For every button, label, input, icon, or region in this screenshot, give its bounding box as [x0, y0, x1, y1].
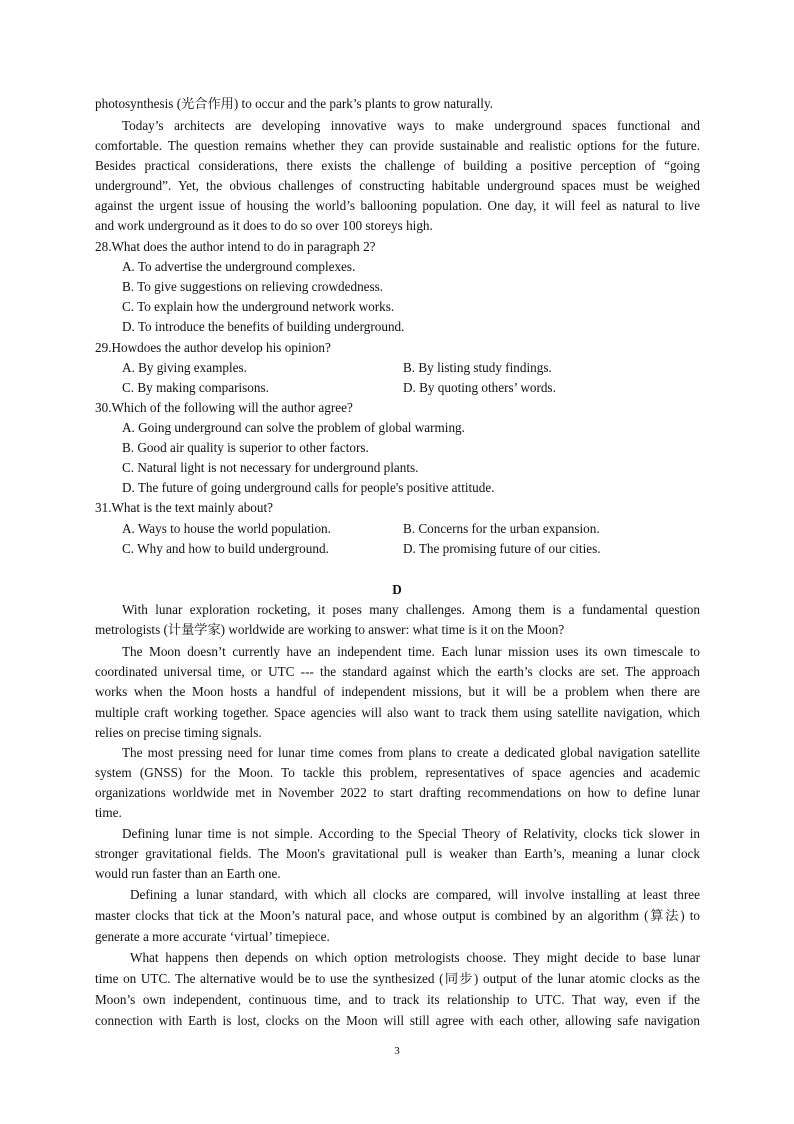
question-30-option-a: A. Going underground can solve the problem of global warming. — [122, 420, 465, 435]
passage-c-para2-line: Besides practical considerations, there exists the challenge of building a positive perception of “going — [95, 158, 700, 173]
question-28-option-d: D. To introduce the benefits of building underground. — [122, 319, 405, 334]
question-30-option-c: C. Natural light is not necessary for underground plants. — [122, 460, 419, 475]
passage-c-para2-line: against the urgent issue of housing the world’s ballooning population. One day, it will feel as natural to live — [95, 198, 700, 213]
question-29-option-b: B. By listing study findings. — [403, 360, 552, 375]
question-31-stem: 31.What is the text mainly about? — [95, 500, 273, 515]
passage-d-p3-line: system (GNSS) for the Moon. To tackle this problem, representatives of space agencies and academic — [95, 765, 700, 780]
question-29-option-c: C. By making comparisons. — [122, 380, 269, 395]
question-30-option-d: D. The future of going underground calls for people's positive attitude. — [122, 480, 495, 495]
passage-d-p3-line: organizations worldwide met in November 2022 to start drafting recommendations on how to define lunar — [95, 785, 700, 800]
passage-d-p6-line: Moon’s own independent, continuous time, and to track its relationship to UTC. That way, even if the — [95, 992, 700, 1007]
question-30-option-b: B. Good air quality is superior to other factors. — [122, 440, 369, 455]
passage-d-p2-line: works when the Moon hosts a handful of independent missions, but it will be a problem when there are — [95, 684, 700, 699]
passage-d-p2-line: coordinated universal time, or UTC --- the standard against which the earth’s clocks are set. The approach — [95, 664, 700, 679]
passage-c-para2-line: comfortable. The question remains whether they can provide sustainable and realistic options for the future. — [95, 138, 700, 153]
question-31-option-b: B. Concerns for the urban expansion. — [403, 521, 600, 536]
passage-d-p3-line: time. — [95, 805, 122, 820]
question-31-option-d: D. The promising future of our cities. — [403, 541, 601, 556]
passage-d-p1-line: With lunar exploration rocketing, it poses many challenges. Among them is a fundamental question — [122, 602, 700, 617]
passage-d-p5-line: master clocks that tick at the Moon’s natural pace, and whose output is combined by an algorithm (算法) to — [95, 908, 700, 923]
passage-d-p6-line: connection with Earth is lost, clocks on the Moon will still agree with each other, allowing safe navigation — [95, 1013, 700, 1028]
question-29-stem: 29.Howdoes the author develop his opinion? — [95, 340, 331, 355]
question-28-option-b: B. To give suggestions on relieving crowdedness. — [122, 279, 384, 294]
passage-d-p6-line: What happens then depends on which option metrologists choose. They might decide to base lunar — [130, 950, 700, 965]
passage-d-p4-line: Defining lunar time is not simple. According to the Special Theory of Relativity, clocks tick slower in — [122, 826, 700, 841]
passage-c-para2-line: underground”. Yet, the obvious challenges of constructing habitable underground spaces must be weighed — [95, 178, 700, 193]
section-heading-d: D — [392, 582, 402, 597]
passage-d-p4-line: stronger gravitational fields. The Moon's gravitational pull is weaker than Earth’s, meaning a lunar clock — [95, 846, 700, 861]
question-31-option-a: A. Ways to house the world population. — [122, 521, 331, 536]
question-31-option-c: C. Why and how to build underground. — [122, 541, 329, 556]
passage-c-para2-line: Today’s architects are developing innovative ways to make underground spaces functional and — [122, 118, 700, 133]
passage-d-p5-line: Defining a lunar standard, with which all clocks are compared, will involve installing at least three — [130, 887, 700, 902]
passage-d-p2-line: relies on precise timing signals. — [95, 725, 262, 740]
passage-d-p2-line: multiple craft working together. Space agencies will also want to track them using satellite navigation, which — [95, 705, 700, 720]
passage-d-p1-line: metrologists (计量学家) worldwide are working to answer: what time is it on the Moon? — [95, 622, 565, 637]
question-28-stem: 28.What does the author intend to do in paragraph 2? — [95, 239, 376, 254]
passage-c-tail-line: photosynthesis (光合作用) to occur and the park’s plants to grow naturally. — [95, 96, 493, 111]
passage-d-p6-line: time on UTC. The alternative would be to use the synthesized (同步) output of the lunar atomic clocks as the — [95, 971, 700, 986]
passage-c-para2-line: and work underground as it does to do so over 100 storeys high. — [95, 218, 433, 233]
passage-d-p2-line: The Moon doesn’t currently have an independent time. Each lunar mission uses its own timescale to — [122, 644, 700, 659]
passage-d-p4-line: would run faster than an Earth one. — [95, 866, 281, 881]
question-29-option-d: D. By quoting others’ words. — [403, 380, 556, 395]
passage-d-p5-line: generate a more accurate ‘virtual’ timepiece. — [95, 929, 330, 944]
question-30-stem: 30.Which of the following will the author agree? — [95, 400, 353, 415]
page-number: 3 — [394, 1045, 400, 1057]
question-29-option-a: A. By giving examples. — [122, 360, 247, 375]
question-28-option-c: C. To explain how the underground network works. — [122, 299, 395, 314]
question-28-option-a: A. To advertise the underground complexes. — [122, 259, 356, 274]
passage-d-p3-line: The most pressing need for lunar time comes from plans to create a dedicated global navigation satellite — [122, 745, 700, 760]
